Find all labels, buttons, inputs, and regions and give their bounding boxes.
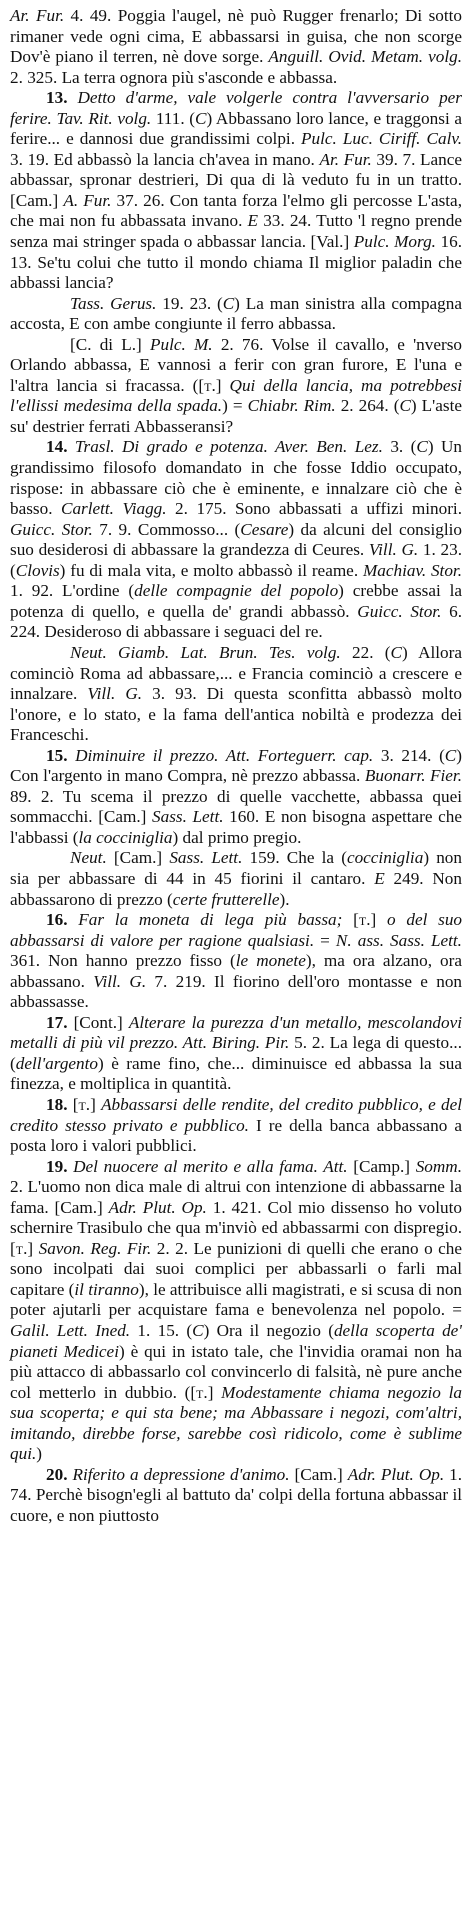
sense-18-credit: 18. [t.] Abbassarsi delle rendite, del credito pubblico, e del credito stesso privato e pubblico. I re della banca abbassano a posta loro i valori pubblici.: [10, 1094, 462, 1156]
sense-16-currency: 16. Far la moneta di lega più bassa; [t.] o del suo abbassarsi di valore per ragione qualsiasi. = N. ass. Sass. Lett. 361. Non hanno prezzo fisso (le monete), ma ora alzano, ora abbassano. Vill. G. 7. 219. Il fiorino dell'oro montasse e non abbassasse.: [10, 910, 463, 1012]
sense-13-arms: 13. Detto d'arme, vale volgerle contra l'avversario per ferire. Tav. Rit. volg. 111. (C) Abbassano loro lance, e traggonsi a ferire... e dannosi due grandissimi colpi. Pulc. Luc. Ciriff. Calv. 3. 19. Ed abbassò la lancia ch'avea in mano. Ar. Fur. 39. 7. Lance abbassar, spronar destrieri, Di qua di là veduto fu in un tratto. [Cam.] A. Fur. 37. 26. Con tanta forza l'elmo gli percosse L'asta, che mai non fu abbassata invano. E 33. 24. Tutto 'l regno prende senza mai stringer spada o abbassar lancia. [Val.] Pulc. Morg. 16. 13. Se'tu colui che tutto il mondo chiama Il miglior paladin che abbassi lancia?: [10, 88, 463, 293]
sense-15-price: 15. Diminuire il prezzo. Att. Forteguerr. cap. 3. 214. (C) Con l'argento in mano Compra, nè prezzo abbassa. Buonarr. Fier. 89. 2. Tu scema il prezzo di quelle vacchette, abbassa quei sommacchi. [Cam.] Sass. Lett. 160. E non bisogna aspettare che l'abbassi (la cocciniglia) dal primo pregio.: [10, 745, 462, 847]
entry-continuation: Ar. Fur. 4. 49. Poggia l'augel, nè può Rugger frenarlo; Di sotto rimaner vede ogni cima, E abbassarsi in guisa, che non scorge Dov'è piano il terren, nè dove sorge. Anguill. Ovid. Metam. volg. 2. 325. La terra ognora più s'asconde e abbassa.: [10, 6, 463, 87]
sense-14-neuter: Neut. Giamb. Lat. Brun. Tes. volg. 22. (C) Allora cominciò Roma ad abbassare,... e Francia cominciò a crescere e innalzare. Vill. G. 3. 93. Di questa sconfitta abbassò molto l'onore, e lo stato, e la fama dell'antica nobiltà e prodezza dei Franceschi.: [10, 642, 462, 745]
sense-13-tass-quote: Tass. Gerus. 19. 23. (C) La man sinistra alla compagna accosta, E con ambe congiunte il ferro abbassa.: [10, 293, 462, 334]
sense-19-fame: 19. Del nuocere al merito e alla fama. Att. [Camp.] Somm. 2. L'uomo non dica male di altrui con intenzione di abbassarne la fama. [Cam.] Adr. Plut. Op. 1. 421. Col mio dissenso ho voluto schernire Trasibulo che qua m'inviò ed abbassarmi con dispregio. [t.] Savon. Reg. Fir. 2. 2. Le punizioni di quelli che erano o che sono incolpati dai suoi complici per abbassarli o farli mal capitare (il tiranno), le attribuisce alli magistrati, e si scusa di non poter ajutarli per acquistare fama e benevolenza nel popolo. = Galil. Lett. Ined. 1. 15. (C) Ora il negozio (della scoperta de' pianeti Medicei) è qui in istato tale, che l'invidia oramai non ha più attacco di abbassarlo col convincerlo di falsità, nè pure anche col metterlo in dubbio. ([t.] Modestamente chiama negozio la sua scoperta; e qui sta bene; ma Abbassare i negozi, com'altri, imitando, direbbe forse, sarebbe così ridicolo, come è sublime qui.): [10, 1156, 463, 1464]
sense-13-pulc-quote: [C. di L.] Pulc. M. 2. 76. Volse il cavallo, e 'nverso Orlando abbassa, E vannosi a ferir con gran furore, E l'una e l'altra lancia si fracassa. ([t.] Qui della lancia, ma potrebbesi l'ellissi medesima della spada.) = Chiabr. Rim. 2. 264. (C) L'aste su' destrier ferrati Abbasseransi?: [10, 334, 462, 436]
sense-17-metal: 17. [Cont.] Alterare la purezza d'un metallo, mescolandovi metalli di più vil prezzo. Att. Biring. Pir. 5. 2. La lega di questo... (dell'argento) è rame fino, che... diminuisce ed abbassa la sua finezza, e moltiplica in quantità.: [10, 1012, 462, 1094]
sense-15-neuter: Neut. [Cam.] Sass. Lett. 159. Che la (cocciniglia) non sia per abbassare di 44 in 45 fiorini il cantaro. E 249. Non abbassarono di prezzo (certe frutterelle).: [10, 848, 462, 909]
sense-14-rank: 14. Trasl. Di grado e potenza. Aver. Ben. Lez. 3. (C) Un grandissimo filosofo domandato in che fosse Iddio occupato, rispose: in abbassare ciò che è eminente, e innalzare ciò che è basso. Carlett. Viagg. 2. 175. Sono abbassati a uffizi minori. Guicc. Stor. 7. 9. Commosso... (Cesare) da alcuni del consiglio suo desiderosi di abbassare la grandezza di Ceures. Vill. G. 1. 23. (Clovis) fu di mala vita, e molto abbassò il reame. Machiav. Stor. 1. 92. L'ordine (delle compagnie del popolo) crebbe assai la potenza di quello, e quella de' grandi abbassò. Guicc. Stor. 6. 224. Desideroso di abbassare i seguaci del re.: [10, 437, 463, 642]
sense-20-spirit: 20. Riferito a depressione d'animo. [Cam.] Adr. Plut. Op. 1. 74. Perchè bisogn'egli al battuto da' colpi della fortuna abbassar il cuore, e non piuttosto: [10, 1464, 463, 1525]
